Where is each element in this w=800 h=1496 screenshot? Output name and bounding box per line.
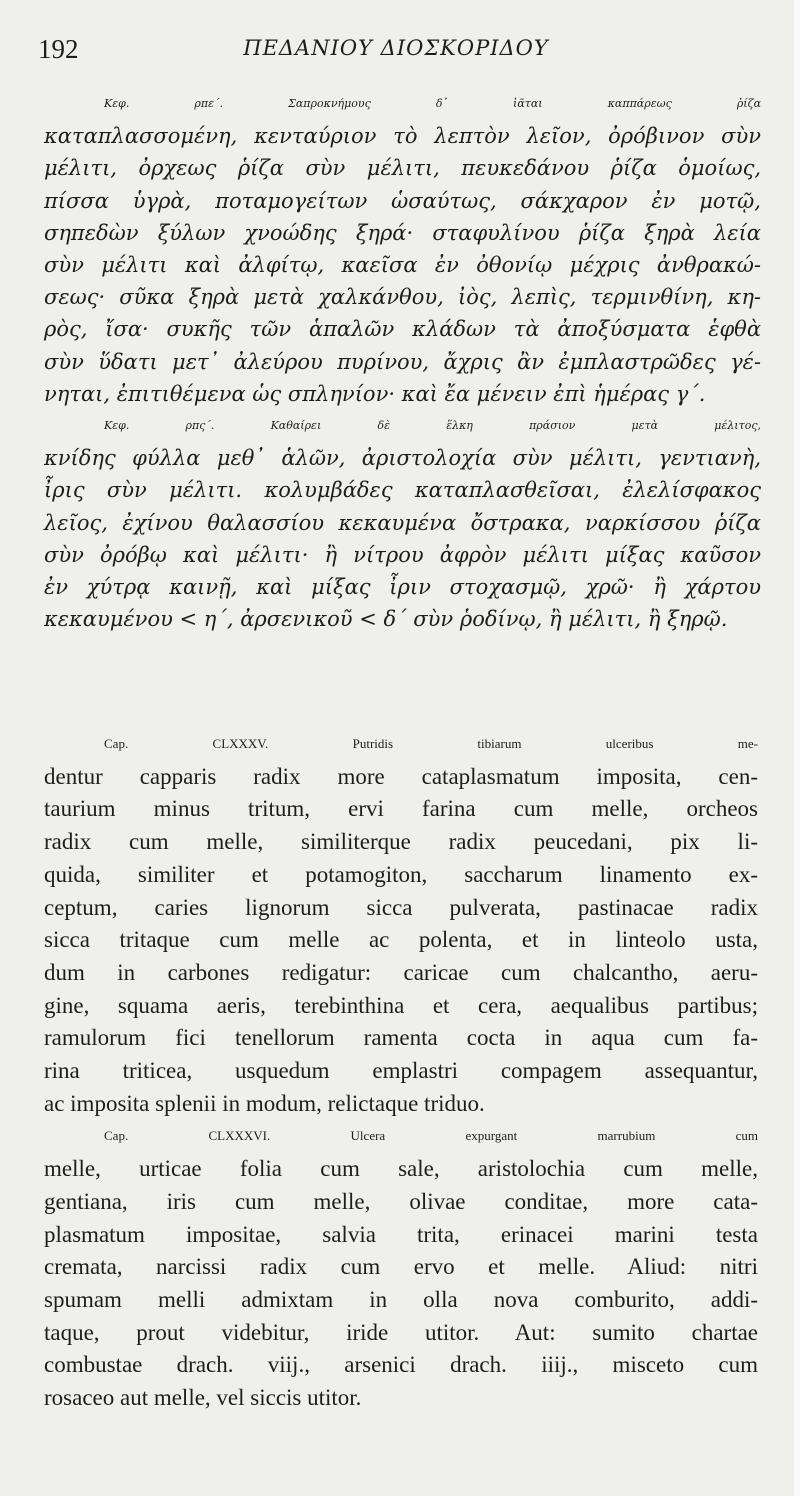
latin-line: sicca tritaque cum melle ac polenta, et in linteolo usta, bbox=[44, 927, 758, 953]
page-header bbox=[38, 34, 754, 74]
latin-line: Cap. CLXXXV. Putridis tibiarum ulceribus me- bbox=[104, 736, 758, 751]
greek-line: σὺν ὀρόβῳ καὶ μέλιτι· ἢ νίτρου ἀφρὸν μέλιτι μίξας καῦσον bbox=[44, 542, 761, 567]
latin-line: gine, squama aeris, terebinthina et cera, aequalibus partibus; bbox=[44, 992, 758, 1018]
latin-line: rina triticea, usquedum emplastri compagem assequantur, bbox=[44, 1058, 758, 1084]
greek-line: ρὸς, ἴσα· συκῆς τῶν ἁπαλῶν κλάδων τὰ ἀποξύσματα ἑφθὰ bbox=[44, 317, 761, 342]
greek-line: κεκαυμένου < η΄, ἀρσενικοῦ < δ΄ σὺν ῥοδίνῳ, ἢ μέλιτι, ἢ ξηρῷ. bbox=[44, 607, 728, 632]
latin-line: ceptum, caries lignorum sicca pulverata, pastinacae radix bbox=[44, 894, 758, 920]
greek-line: σὺν μέλιτι καὶ ἀλφίτῳ, καεῖσα ἐν ὀθονίῳ μέχρις ἀνθρακώ- bbox=[44, 253, 761, 278]
latin-line: ac imposita splenii in modum, relictaque triduo. bbox=[44, 1090, 485, 1116]
latin-line: ramulorum fici tenellorum ramenta cocta in aqua cum fa- bbox=[44, 1025, 758, 1051]
latin-line: gentiana, iris cum melle, olivae conditae, more cata- bbox=[44, 1188, 758, 1214]
latin-line: rosaceo aut melle, vel siccis utitor. bbox=[44, 1385, 362, 1411]
greek-line: σηπεδὼν ξύλων χνοώδης ξηρά· σταφυλίνου ῥίζα ξηρὰ λεία bbox=[44, 220, 761, 245]
latin-line: taurium minus tritum, ervi farina cum melle, orcheos bbox=[44, 796, 758, 822]
greek-line: νηται, ἐπιτιθέμενα ὡς σπληνίον· καὶ ἔα μένειν ἐπὶ ἡμέρας γ΄. bbox=[44, 381, 706, 406]
latin-line: dentur capparis radix more cataplasmatum imposita, cen- bbox=[44, 763, 758, 789]
greek-line: πίσσα ὑγρὰ, ποταμογείτων ὡσαύτως, σάκχαρον ἐν μοτῷ, bbox=[44, 188, 761, 213]
latin-line: combustae drach. viij., arsenici drach. iiij., misceto cum bbox=[44, 1352, 758, 1378]
greek-line: λεῖος, ἐχίνου θαλασσίου κεκαυμένα ὄστρακα, ναρκίσσου ῥίζα bbox=[44, 510, 761, 535]
latin-line: Cap. CLXXXVI. Ulcera expurgant marrubium cum bbox=[104, 1128, 758, 1144]
latin-text-block bbox=[44, 728, 758, 1415]
latin-line: taque, prout videbitur, iride utitor. Aut: sumito chartae bbox=[44, 1319, 758, 1345]
greek-line: μέλιτι, ὀρχεως ῥίζα σὺν μέλιτι, πευκεδάνου ῥίζα ὁμοίως, bbox=[44, 156, 761, 181]
latin-line: melle, urticae folia cum sale, aristolochia cum melle, bbox=[44, 1156, 758, 1182]
greek-line: σεως· σῦκα ξηρὰ μετὰ χαλκάνθου, ἰὸς, λεπὶς, τερμινθίνη, κη- bbox=[44, 285, 761, 310]
page-number: 192 bbox=[38, 34, 79, 64]
latin-line: quida, similiter et potamogiton, saccharum linamento ex- bbox=[44, 861, 758, 887]
greek-line: ἶρις σὺν μέλιτι. κολυμβάδες καταπλασθεῖσαι, ἐλελίσφακος bbox=[44, 478, 761, 503]
latin-line: radix cum melle, similiterque radix peucedani, pix li- bbox=[44, 829, 758, 855]
running-head: ΠΕΔΑΝΙΟΥ ΔΙΟΣΚΟΡΙΔΟΥ bbox=[243, 36, 549, 60]
greek-line: καταπλασσομένη, κενταύριον τὸ λεπτὸν λεῖον, ὀρόβινον σὺν bbox=[44, 124, 761, 149]
latin-line: spumam melli admixtam in olla nova comburito, addi- bbox=[44, 1286, 758, 1312]
greek-line: Κεφ. ρπε΄. Σαπροκνήμους δ᾽ ἰᾶται καππάρεως ῥίζα bbox=[104, 97, 761, 110]
latin-line: cremata, narcissi radix cum ervo et melle. Aliud: nitri bbox=[44, 1254, 758, 1280]
latin-line: plasmatum impositae, salvia trita, erinacei marini testa bbox=[44, 1221, 758, 1247]
greek-line: Κεφ. ρπς΄. Καθαίρει δὲ ἕλκη πράσιον μετὰ μέλιτος, bbox=[104, 419, 761, 433]
greek-line: κνίδης φύλλα μεθ᾽ ἁλῶν, ἀριστολοχία σὺν μέλιτι, γεντιανὴ, bbox=[44, 446, 761, 471]
latin-line: dum in carbones redigatur: caricae cum chalcantho, aeru- bbox=[44, 959, 758, 985]
greek-line: ἐν χύτρᾳ καινῇ, καὶ μίξας ἶριν στοχασμῷ, χρῶ· ἢ χάρτου bbox=[44, 575, 761, 600]
greek-text-block bbox=[44, 88, 761, 635]
greek-line: σὺν ὕδατι μετ᾽ ἀλεύρου πυρίνου, ἄχρις ἂν ἐμπλαστρῶδες γέ- bbox=[44, 349, 761, 374]
